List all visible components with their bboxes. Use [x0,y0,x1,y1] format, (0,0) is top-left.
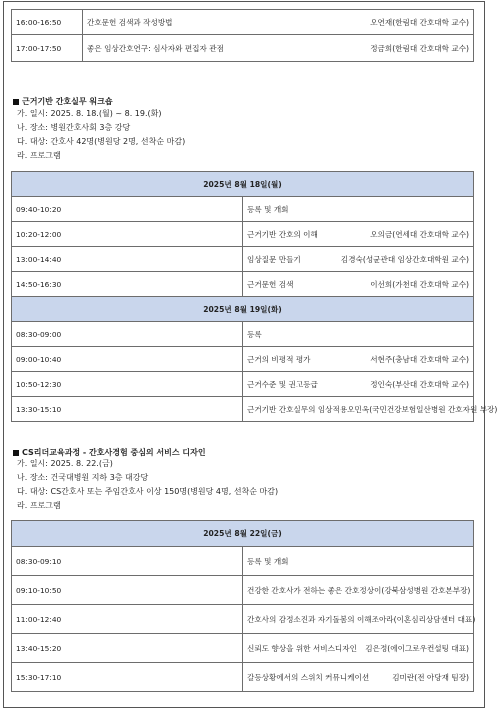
session-title: 근거기반 간호의 이해 [247,229,318,239]
session-title: 근거기반 간호실무의 임상적용 [247,404,348,414]
time-cell: 13:00-14:40 [12,247,243,272]
info-line: 나. 장소: 병원간호사회 3층 강당 [17,123,131,132]
session-cell [243,576,474,605]
table-row [12,10,474,35]
top-schedule-table [11,9,474,62]
session-cell [243,397,497,422]
time-cell: 17:00-17:50 [12,35,83,62]
table-row [12,547,474,576]
session-cell [83,10,474,35]
session-title: 등록 [247,329,262,339]
table-row [12,272,474,297]
session-cell [243,663,474,692]
day-header: 2025년 8월 22일(금) [12,521,474,547]
section2-info [17,457,278,513]
table-row [12,663,474,692]
session-cell [243,222,474,247]
time-cell: 14:50-16:30 [12,272,243,297]
time-cell: 09:00-10:40 [12,347,243,372]
session-speaker: 서현주(충남대 간호대학 교수) [370,354,469,364]
time-cell: 10:20-12:00 [12,222,243,247]
session-title: 임상질문 만들기 [247,254,301,264]
session-cell [83,35,474,62]
info-line: 다. 대상: CS간호사 또는 주임간호사 이상 150명(병원당 4명, 선착순 마감) [17,487,279,496]
session-speaker: 김경숙(성균관대 임상간호대학원 교수) [340,254,469,264]
section2-heading: CS리더교육과정 - 간호사경험 중심의 서비스 디자인 [13,447,206,458]
table-row [12,197,474,222]
info-line: 가. 일시: 2025. 8. 22.(금) [17,459,113,468]
table-row [12,634,474,663]
session-speaker: 이선희(가천대 간호대학 교수) [370,279,469,289]
session-title: 등록 및 개회 [247,556,289,566]
time-cell: 16:00-16:50 [12,10,83,35]
session-speaker: 조아라(이혼심리상담센터 대표) [371,614,476,624]
table-row [12,322,474,347]
time-cell: 09:10-10:50 [12,576,243,605]
day-header-row [12,297,474,322]
section1-info [17,107,185,163]
day-header-row [12,521,474,547]
day-header: 2025년 8월 19일(화) [12,297,474,322]
table-row [12,35,474,62]
info-line: 라. 프로그램 [17,501,61,510]
session-title: 등록 및 개회 [247,204,289,214]
session-speaker: 오연재(한림대 간호대학 교수) [370,17,469,27]
time-cell: 11:00-12:40 [12,605,243,634]
session-cell [243,247,474,272]
workshop-schedule-table [11,171,497,422]
session-cell [243,347,474,372]
time-cell: 15:30-17:10 [12,663,243,692]
time-cell: 13:30-15:10 [12,397,243,422]
table-row [12,576,474,605]
time-cell: 08:30-09:10 [12,547,243,576]
time-cell: 09:40-10:20 [12,197,243,222]
session-title: 근거의 비평적 평가 [247,354,311,364]
session-title: 근거수준 및 권고등급 [247,379,318,389]
day-header: 2025년 8월 18일(월) [12,172,474,197]
time-cell: 10:50-12:30 [12,372,243,397]
time-cell: 08:30-09:00 [12,322,243,347]
time-cell: 13:40-15:20 [12,634,243,663]
session-speaker: 정금희(한림대 간호대학 교수) [370,43,469,53]
session-cell [243,372,474,397]
cs-schedule-table [11,520,474,692]
session-cell [243,197,474,222]
session-speaker: 정상이(강북삼성병원 간호본부장) [359,585,471,595]
info-line: 다. 대상: 간호사 42명(병원당 2명, 선착순 마감) [17,137,186,146]
table-row [12,372,474,397]
session-speaker: 오민옥(국민건강보험일산병원 간호자원 부장) [347,404,497,414]
session-cell [243,547,474,576]
session-title: 간호문헌 검색과 작성방법 [87,17,173,27]
day-header-row [12,172,474,197]
session-cell [243,605,474,634]
table-row [12,347,474,372]
info-line: 나. 장소: 건국대병원 지하 3층 대강당 [17,473,149,482]
session-title: 좋은 임상간호연구: 심사자와 편집자 관점 [87,43,224,53]
section1-heading: 근거기반 간호실무 워크숍 [13,96,113,107]
session-cell [243,272,474,297]
session-title: 근거문헌 검색 [247,279,294,289]
session-speaker: 정인숙(부산대 간호대학 교수) [370,379,469,389]
session-title: 신뢰도 향상을 위한 서비스디자인 [247,643,357,653]
table-row [12,247,474,272]
session-speaker: 김미란(전 아당재 팀장) [392,672,469,682]
table-row [12,605,474,634]
session-speaker: 김은정(에이그로우컨설팅 대표) [365,643,469,653]
session-title: 건강한 간호사가 전하는 좋은 간호 [247,585,360,595]
session-cell [243,322,474,347]
info-line: 라. 프로그램 [17,151,61,160]
table-row [12,397,474,422]
session-title: 갈등상황에서의 스위치 커뮤니케이션 [247,672,370,682]
info-line: 가. 일시: 2025. 8. 18.(월) ~ 8. 19.(화) [17,109,162,118]
square-bullet-icon [13,99,19,105]
session-cell [243,634,474,663]
table-row [12,222,474,247]
session-title: 간호사의 감정소진과 자기돌봄의 이해 [247,614,372,624]
square-bullet-icon [13,450,19,456]
session-speaker: 오의금(연세대 간호대학 교수) [370,229,469,239]
